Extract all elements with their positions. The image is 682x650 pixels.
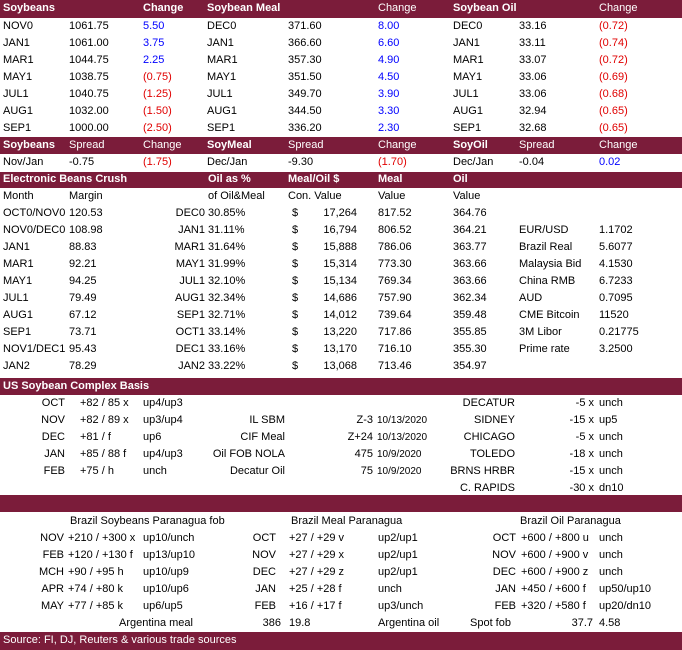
brazil-meal-change: up2/up1: [378, 532, 418, 544]
spread-col: Change: [378, 139, 417, 151]
crush-sub: Margin: [69, 190, 103, 202]
crush-meal-value: 773.30: [378, 258, 412, 270]
interior-basis: -5 x: [575, 431, 594, 443]
crush-con-value: 15,134: [323, 275, 357, 287]
gulf-basis: +75 / h: [80, 465, 114, 477]
soybean-price: 1038.75: [69, 71, 109, 83]
crush-margin: 73.71: [69, 326, 97, 338]
crush-dollar: $: [292, 309, 299, 321]
brazil-oil-basis: +600 / +900 v: [521, 549, 589, 561]
soyoil-change: (0.68): [599, 88, 628, 100]
crush-con-value: 14,686: [323, 292, 357, 304]
interior-change: unch: [599, 397, 623, 409]
brazil-soy-month: APR: [41, 583, 64, 595]
brazil-meal-title: Brazil Meal Paranagua: [291, 515, 403, 527]
soymeal-change: 4.50: [378, 71, 400, 83]
macro-label: CME Bitcoin: [519, 309, 580, 321]
macro-value: 5.6077: [599, 241, 633, 253]
gulf-month: OCT: [41, 397, 65, 409]
brazil-oil-month: JAN: [495, 583, 516, 595]
crush-con-value: 13,220: [323, 326, 357, 338]
crush-dollar: $: [292, 241, 299, 253]
crush-oil-share: 33.22%: [208, 360, 246, 372]
crush-con-value: 15,888: [323, 241, 357, 253]
spread-value: -9.30: [288, 156, 314, 168]
argentina-oil-value: 37.7: [571, 617, 593, 629]
soymeal-month: JAN1: [207, 37, 234, 49]
soyoil-header: Soybean Oil: [453, 2, 517, 14]
spread-label: Nov/Jan: [3, 156, 44, 168]
crush-sub: Value: [453, 190, 481, 202]
soyoil-change: (0.72): [599, 54, 628, 66]
interior-change: unch: [599, 448, 623, 460]
crush-con-value: 13,170: [323, 343, 357, 355]
product-label: Oil FOB NOLA: [212, 448, 285, 460]
crush-oil-month: DEC0: [175, 207, 205, 219]
crush-oil-value: 355.85: [453, 326, 487, 338]
source-text: Source: FI, DJ, Reuters & various trade sources: [3, 634, 237, 646]
crush-oil-month: JAN2: [178, 360, 205, 372]
change-header: Change: [599, 2, 638, 14]
crush-oil-value: 364.21: [453, 224, 487, 236]
brazil-soy-month: MCH: [38, 566, 64, 578]
gulf-month: NOV: [41, 414, 65, 426]
crush-margin: 92.21: [69, 258, 97, 270]
crush-margin: 78.29: [69, 360, 97, 372]
brazil-meal-change: up2/up1: [378, 566, 418, 578]
interior-location: C. RAPIDS: [459, 482, 515, 494]
brazil-meal-month: FEB: [254, 600, 276, 612]
crush-dollar: $: [292, 326, 299, 338]
product-label: IL SBM: [249, 414, 285, 426]
interior-basis: -5 x: [575, 397, 594, 409]
soyoil-price: 32.68: [519, 122, 547, 134]
crush-dollar: $: [292, 258, 299, 270]
brazil-oil-basis: +600 / +900 z: [521, 566, 589, 578]
spread-col: Change: [143, 139, 182, 151]
gulf-change: up6: [143, 431, 162, 443]
soymeal-price: 366.60: [288, 37, 322, 49]
crush-month: MAR1: [3, 258, 34, 270]
crush-sub: of Oil&Meal: [208, 190, 265, 202]
brazil-soy-basis: +210 / +300 x: [68, 532, 136, 544]
brazil-soy-change: up13/up10: [143, 549, 195, 561]
brazil-oil-change: unch: [599, 532, 623, 544]
spread-col: Spread: [519, 139, 555, 151]
crush-oil-value: 362.34: [453, 292, 487, 304]
crush-oil-value: 363.66: [453, 258, 487, 270]
soymeal-change: 8.00: [378, 20, 400, 32]
soymeal-price: 371.60: [288, 20, 322, 32]
interior-location: SIDNEY: [474, 414, 515, 426]
spread-col: Spread: [69, 139, 105, 151]
macro-label: Brazil Real: [519, 241, 573, 253]
crush-title: Electronic Beans Crush: [3, 173, 128, 185]
interior-change: dn10: [599, 482, 624, 494]
macro-value: 6.7233: [599, 275, 633, 287]
brazil-oil-basis: +450 / +600 f: [521, 583, 586, 595]
soyoil-change: (0.69): [599, 71, 628, 83]
spread-change: (1.70): [378, 156, 407, 168]
spread-col: Soybeans: [3, 139, 55, 151]
change-header: Change: [378, 2, 417, 14]
product-basis: 75: [360, 465, 373, 477]
soymeal-month: JUL1: [207, 88, 233, 100]
crush-margin: 108.98: [69, 224, 103, 236]
soyoil-change: (0.65): [599, 122, 628, 134]
brazil-meal-change: up2/up1: [378, 549, 418, 561]
brazil-soy-change: up10/unch: [143, 532, 195, 544]
crush-con-value: 15,314: [323, 258, 357, 270]
crush-meal-value: 769.34: [378, 275, 412, 287]
spread-col: Change: [599, 139, 638, 151]
brazil-soy-basis: +90 / +95 h: [68, 566, 124, 578]
brazil-meal-month: DEC: [252, 566, 276, 578]
product-label: Decatur Oil: [229, 465, 285, 477]
soyoil-change: (0.74): [599, 37, 628, 49]
spread-label: Dec/Jan: [207, 156, 248, 168]
brazil-meal-basis: +25 / +28 f: [289, 583, 342, 595]
soybean-month: AUG1: [3, 105, 33, 117]
interior-change: unch: [599, 465, 623, 477]
soybean-price: 1061.00: [69, 37, 109, 49]
soyoil-month: AUG1: [453, 105, 483, 117]
crush-meal-value: 713.46: [378, 360, 412, 372]
macro-label: 3M Libor: [519, 326, 562, 338]
soybean-price: 1000.00: [69, 122, 109, 134]
soyoil-change: (0.65): [599, 105, 628, 117]
crush-col: Meal: [378, 173, 403, 185]
brazil-meal-basis: +16 / +17 f: [289, 600, 342, 612]
crush-dollar: $: [292, 224, 299, 236]
brazil-oil-title: Brazil Oil Paranagua: [520, 515, 621, 527]
brazil-meal-month: OCT: [252, 532, 276, 544]
brazil-soy-month: MAY: [40, 600, 64, 612]
brazil-soy-change: up10/up9: [143, 566, 189, 578]
soymeal-month: MAR1: [207, 54, 238, 66]
argentina-oil-label: Argentina oil: [378, 617, 440, 629]
soyoil-month: SEP1: [453, 122, 482, 134]
interior-change: unch: [599, 431, 623, 443]
product-basis: Z-3: [356, 414, 373, 426]
crush-oil-share: 32.34%: [208, 292, 246, 304]
macro-value: 0.7095: [599, 292, 633, 304]
brazil-soy-basis: +120 / +130 f: [68, 549, 133, 561]
gulf-basis: +82 / 89 x: [80, 414, 129, 426]
crush-oil-share: 33.14%: [208, 326, 246, 338]
crush-oil-value: 359.48: [453, 309, 487, 321]
interior-basis: -15 x: [569, 465, 594, 477]
argentina-meal-value: 386: [262, 617, 281, 629]
spot-fob-label: Spot fob: [470, 617, 511, 629]
crush-dollar: $: [292, 343, 299, 355]
brazil-oil-month: DEC: [492, 566, 516, 578]
brazil-soy-title: Brazil Soybeans Paranagua fob: [70, 515, 225, 527]
crush-con-value: 17,264: [323, 207, 357, 219]
soyoil-month: JAN1: [453, 37, 480, 49]
crush-oil-share: 31.11%: [208, 224, 245, 236]
crush-margin: 79.49: [69, 292, 97, 304]
soyoil-price: 33.06: [519, 71, 547, 83]
brazil-soy-change: up10/up6: [143, 583, 189, 595]
crush-oil-month: AUG1: [175, 292, 205, 304]
crush-oil-value: 363.77: [453, 241, 487, 253]
crush-oil-share: 32.71%: [208, 309, 246, 321]
crush-meal-value: 717.86: [378, 326, 412, 338]
soyoil-month: MAR1: [453, 54, 484, 66]
soybean-month: JAN1: [3, 37, 30, 49]
crush-sub: Value: [378, 190, 406, 202]
crush-con-value: 13,068: [323, 360, 357, 372]
soymeal-change: 4.90: [378, 54, 400, 66]
crush-meal-value: 757.90: [378, 292, 412, 304]
soyoil-price: 33.11: [519, 37, 546, 49]
soyoil-price: 32.94: [519, 105, 547, 117]
soymeal-month: AUG1: [207, 105, 237, 117]
crush-oil-value: 354.97: [453, 360, 487, 372]
macro-label: China RMB: [519, 275, 576, 287]
soymeal-change: 6.60: [378, 37, 400, 49]
brazil-soy-month: NOV: [40, 532, 64, 544]
argentina-oil-change: 4.58: [599, 617, 621, 629]
brazil-soy-basis: +74 / +80 k: [68, 583, 124, 595]
spread-change: 0.02: [599, 156, 621, 168]
soymeal-header: Soybean Meal: [207, 2, 281, 14]
gulf-month: FEB: [43, 465, 65, 477]
brazil-oil-change: unch: [599, 549, 623, 561]
brazil-oil-basis: +320 / +580 f: [521, 600, 586, 612]
soybean-month: MAY1: [3, 71, 33, 83]
crush-col: Oil as %: [208, 173, 251, 185]
crush-col: Oil: [453, 173, 468, 185]
interior-basis: -30 x: [569, 482, 594, 494]
crush-oil-share: 33.16%: [208, 343, 246, 355]
crush-month: OCT0/NOV0: [3, 207, 66, 219]
spread-value: -0.75: [69, 156, 95, 168]
crush-oil-value: 364.76: [453, 207, 487, 219]
change-header: Change: [143, 2, 184, 14]
interior-location: CHICAGO: [463, 431, 515, 443]
crush-month: JAN1: [3, 241, 30, 253]
soyoil-month: DEC0: [453, 20, 483, 32]
macro-label: Malaysia Bid: [519, 258, 582, 270]
brazil-meal-month: JAN: [255, 583, 276, 595]
crush-margin: 95.43: [69, 343, 97, 355]
crush-dollar: $: [292, 360, 299, 372]
gulf-change: up3/up4: [143, 414, 183, 426]
soybean-change: (0.75): [143, 71, 172, 83]
product-date: 10/9/2020: [377, 449, 422, 460]
soymeal-price: 357.30: [288, 54, 322, 66]
soyoil-price: 33.06: [519, 88, 547, 100]
brazil-oil-month: NOV: [492, 549, 516, 561]
brazil-meal-month: NOV: [252, 549, 276, 561]
soymeal-price: 349.70: [288, 88, 322, 100]
crush-month: JUL1: [3, 292, 29, 304]
gulf-basis: +81 / f: [80, 431, 111, 443]
soybean-change: 3.75: [143, 37, 165, 49]
brazil-soy-month: FEB: [42, 549, 64, 561]
soybean-month: SEP1: [3, 122, 32, 134]
soymeal-change: 2.30: [378, 122, 400, 134]
crush-month: AUG1: [3, 309, 33, 321]
interior-basis: -15 x: [569, 414, 594, 426]
crush-month: JAN2: [3, 360, 30, 372]
crush-meal-value: 739.64: [378, 309, 412, 321]
soymeal-price: 336.20: [288, 122, 322, 134]
crush-col: Meal/Oil $: [288, 173, 340, 185]
soybean-price: 1032.00: [69, 105, 109, 117]
gulf-month: JAN: [44, 448, 65, 460]
crush-oil-month: MAY1: [175, 258, 205, 270]
crush-oil-month: DEC1: [175, 343, 205, 355]
soymeal-price: 351.50: [288, 71, 322, 83]
soymeal-month: SEP1: [207, 122, 236, 134]
brazil-soy-change: up6/up5: [143, 600, 183, 612]
soybean-month: JUL1: [3, 88, 29, 100]
gulf-change: up4/up3: [143, 397, 183, 409]
interior-location: BRNS HRBR: [450, 465, 515, 477]
crush-oil-value: 363.66: [453, 275, 487, 287]
interior-change: up5: [599, 414, 618, 426]
crush-oil-month: MAR1: [174, 241, 205, 253]
soyoil-month: MAY1: [453, 71, 483, 83]
crush-con-value: 14,012: [323, 309, 357, 321]
brazil-meal-change: unch: [378, 583, 402, 595]
crush-month: SEP1: [3, 326, 32, 338]
brazil-oil-month: OCT: [492, 532, 516, 544]
soyoil-change: (0.72): [599, 20, 628, 32]
crush-sub: Month: [3, 190, 34, 202]
soyoil-month: JUL1: [453, 88, 479, 100]
soymeal-month: DEC0: [207, 20, 237, 32]
product-label: CIF Meal: [240, 431, 285, 443]
crush-oil-month: OCT1: [175, 326, 205, 338]
crush-oil-month: SEP1: [176, 309, 205, 321]
spread-col: SoyMeal: [207, 139, 252, 151]
soybean-price: 1040.75: [69, 88, 109, 100]
soyoil-price: 33.16: [519, 20, 547, 32]
brazil-oil-change: unch: [599, 566, 623, 578]
product-date: 10/13/2020: [377, 432, 428, 443]
divider-band: [0, 495, 682, 512]
interior-location: TOLEDO: [469, 448, 515, 460]
soymeal-change: 3.30: [378, 105, 400, 117]
crush-margin: 120.53: [69, 207, 103, 219]
soybean-price: 1044.75: [69, 54, 109, 66]
soybean-change: (1.50): [143, 105, 172, 117]
soybean-month: NOV0: [3, 20, 33, 32]
crush-con-value: 16,794: [323, 224, 357, 236]
soymeal-price: 344.50: [288, 105, 322, 117]
interior-location: DECATUR: [462, 397, 515, 409]
crush-meal-value: 806.52: [378, 224, 412, 236]
brazil-oil-change: up50/up10: [599, 583, 651, 595]
gulf-change: up4/up3: [143, 448, 183, 460]
product-date: 10/9/2020: [377, 466, 422, 477]
brazil-oil-change: up20/dn10: [599, 600, 651, 612]
crush-margin: 67.12: [69, 309, 97, 321]
brazil-soy-basis: +77 / +85 k: [68, 600, 124, 612]
futures-header: [0, 0, 682, 18]
crush-meal-value: 786.06: [378, 241, 412, 253]
product-date: 10/13/2020: [377, 415, 428, 426]
crush-oil-share: 32.10%: [208, 275, 246, 287]
soybean-price: 1061.75: [69, 20, 109, 32]
spread-col: Spread: [288, 139, 324, 151]
crush-meal-value: 817.52: [378, 207, 412, 219]
macro-value: 4.1530: [599, 258, 633, 270]
spread-col: SoyOil: [453, 139, 488, 151]
crush-oil-month: JUL1: [179, 275, 205, 287]
macro-value: 1.1702: [599, 224, 633, 236]
crush-margin: 94.25: [69, 275, 97, 287]
soybean-change: 2.25: [143, 54, 165, 66]
product-basis: Z+24: [347, 431, 373, 443]
gulf-basis: +85 / 88 f: [80, 448, 127, 460]
crush-sub: Con. Value: [288, 190, 342, 202]
brazil-meal-basis: +27 / +29 x: [289, 549, 345, 561]
spread-value: -0.04: [519, 156, 545, 168]
brazil-meal-basis: +27 / +29 v: [289, 532, 345, 544]
crush-dollar: $: [292, 207, 299, 219]
spread-label: Dec/Jan: [453, 156, 494, 168]
macro-value: 11520: [599, 309, 629, 321]
crush-dollar: $: [292, 292, 299, 304]
spread-change: (1.75): [143, 156, 172, 168]
soybean-change: 5.50: [143, 20, 165, 32]
crush-margin: 88.83: [69, 241, 97, 253]
macro-label: AUD: [519, 292, 543, 304]
crush-oil-value: 355.30: [453, 343, 487, 355]
brazil-meal-basis: +27 / +29 z: [289, 566, 345, 578]
macro-label: EUR/USD: [519, 224, 569, 236]
crush-dollar: $: [292, 275, 299, 287]
argentina-meal-label: Argentina meal: [119, 617, 193, 629]
crush-oil-share: 31.99%: [208, 258, 246, 270]
soybean-change: (2.50): [143, 122, 172, 134]
crush-month: NOV0/DEC0: [3, 224, 66, 236]
macro-value: 0.21775: [599, 326, 639, 338]
soymeal-change: 3.90: [378, 88, 400, 100]
basis-title: US Soybean Complex Basis: [3, 380, 150, 392]
soybeans-header: Soybeans: [3, 2, 55, 14]
interior-basis: -18 x: [569, 448, 594, 460]
brazil-oil-month: FEB: [494, 600, 516, 612]
gulf-month: DEC: [41, 431, 65, 443]
macro-label: Prime rate: [519, 343, 570, 355]
gulf-change: unch: [143, 465, 167, 477]
macro-value: 3.2500: [599, 343, 633, 355]
soymeal-month: MAY1: [207, 71, 237, 83]
crush-oil-share: 30.85%: [208, 207, 246, 219]
crush-oil-share: 31.64%: [208, 241, 246, 253]
crush-meal-value: 716.10: [378, 343, 412, 355]
product-basis: 475: [354, 448, 373, 460]
crush-month: NOV1/DEC1: [3, 343, 66, 355]
argentina-meal-change: 19.8: [289, 617, 311, 629]
crush-oil-month: JAN1: [178, 224, 205, 236]
soybean-change: (1.25): [143, 88, 172, 100]
soybean-month: MAR1: [3, 54, 34, 66]
brazil-meal-change: up3/unch: [378, 600, 424, 612]
gulf-basis: +82 / 85 x: [80, 397, 129, 409]
soyoil-price: 33.07: [519, 54, 547, 66]
brazil-oil-basis: +600 / +800 u: [521, 532, 589, 544]
crush-month: MAY1: [3, 275, 33, 287]
